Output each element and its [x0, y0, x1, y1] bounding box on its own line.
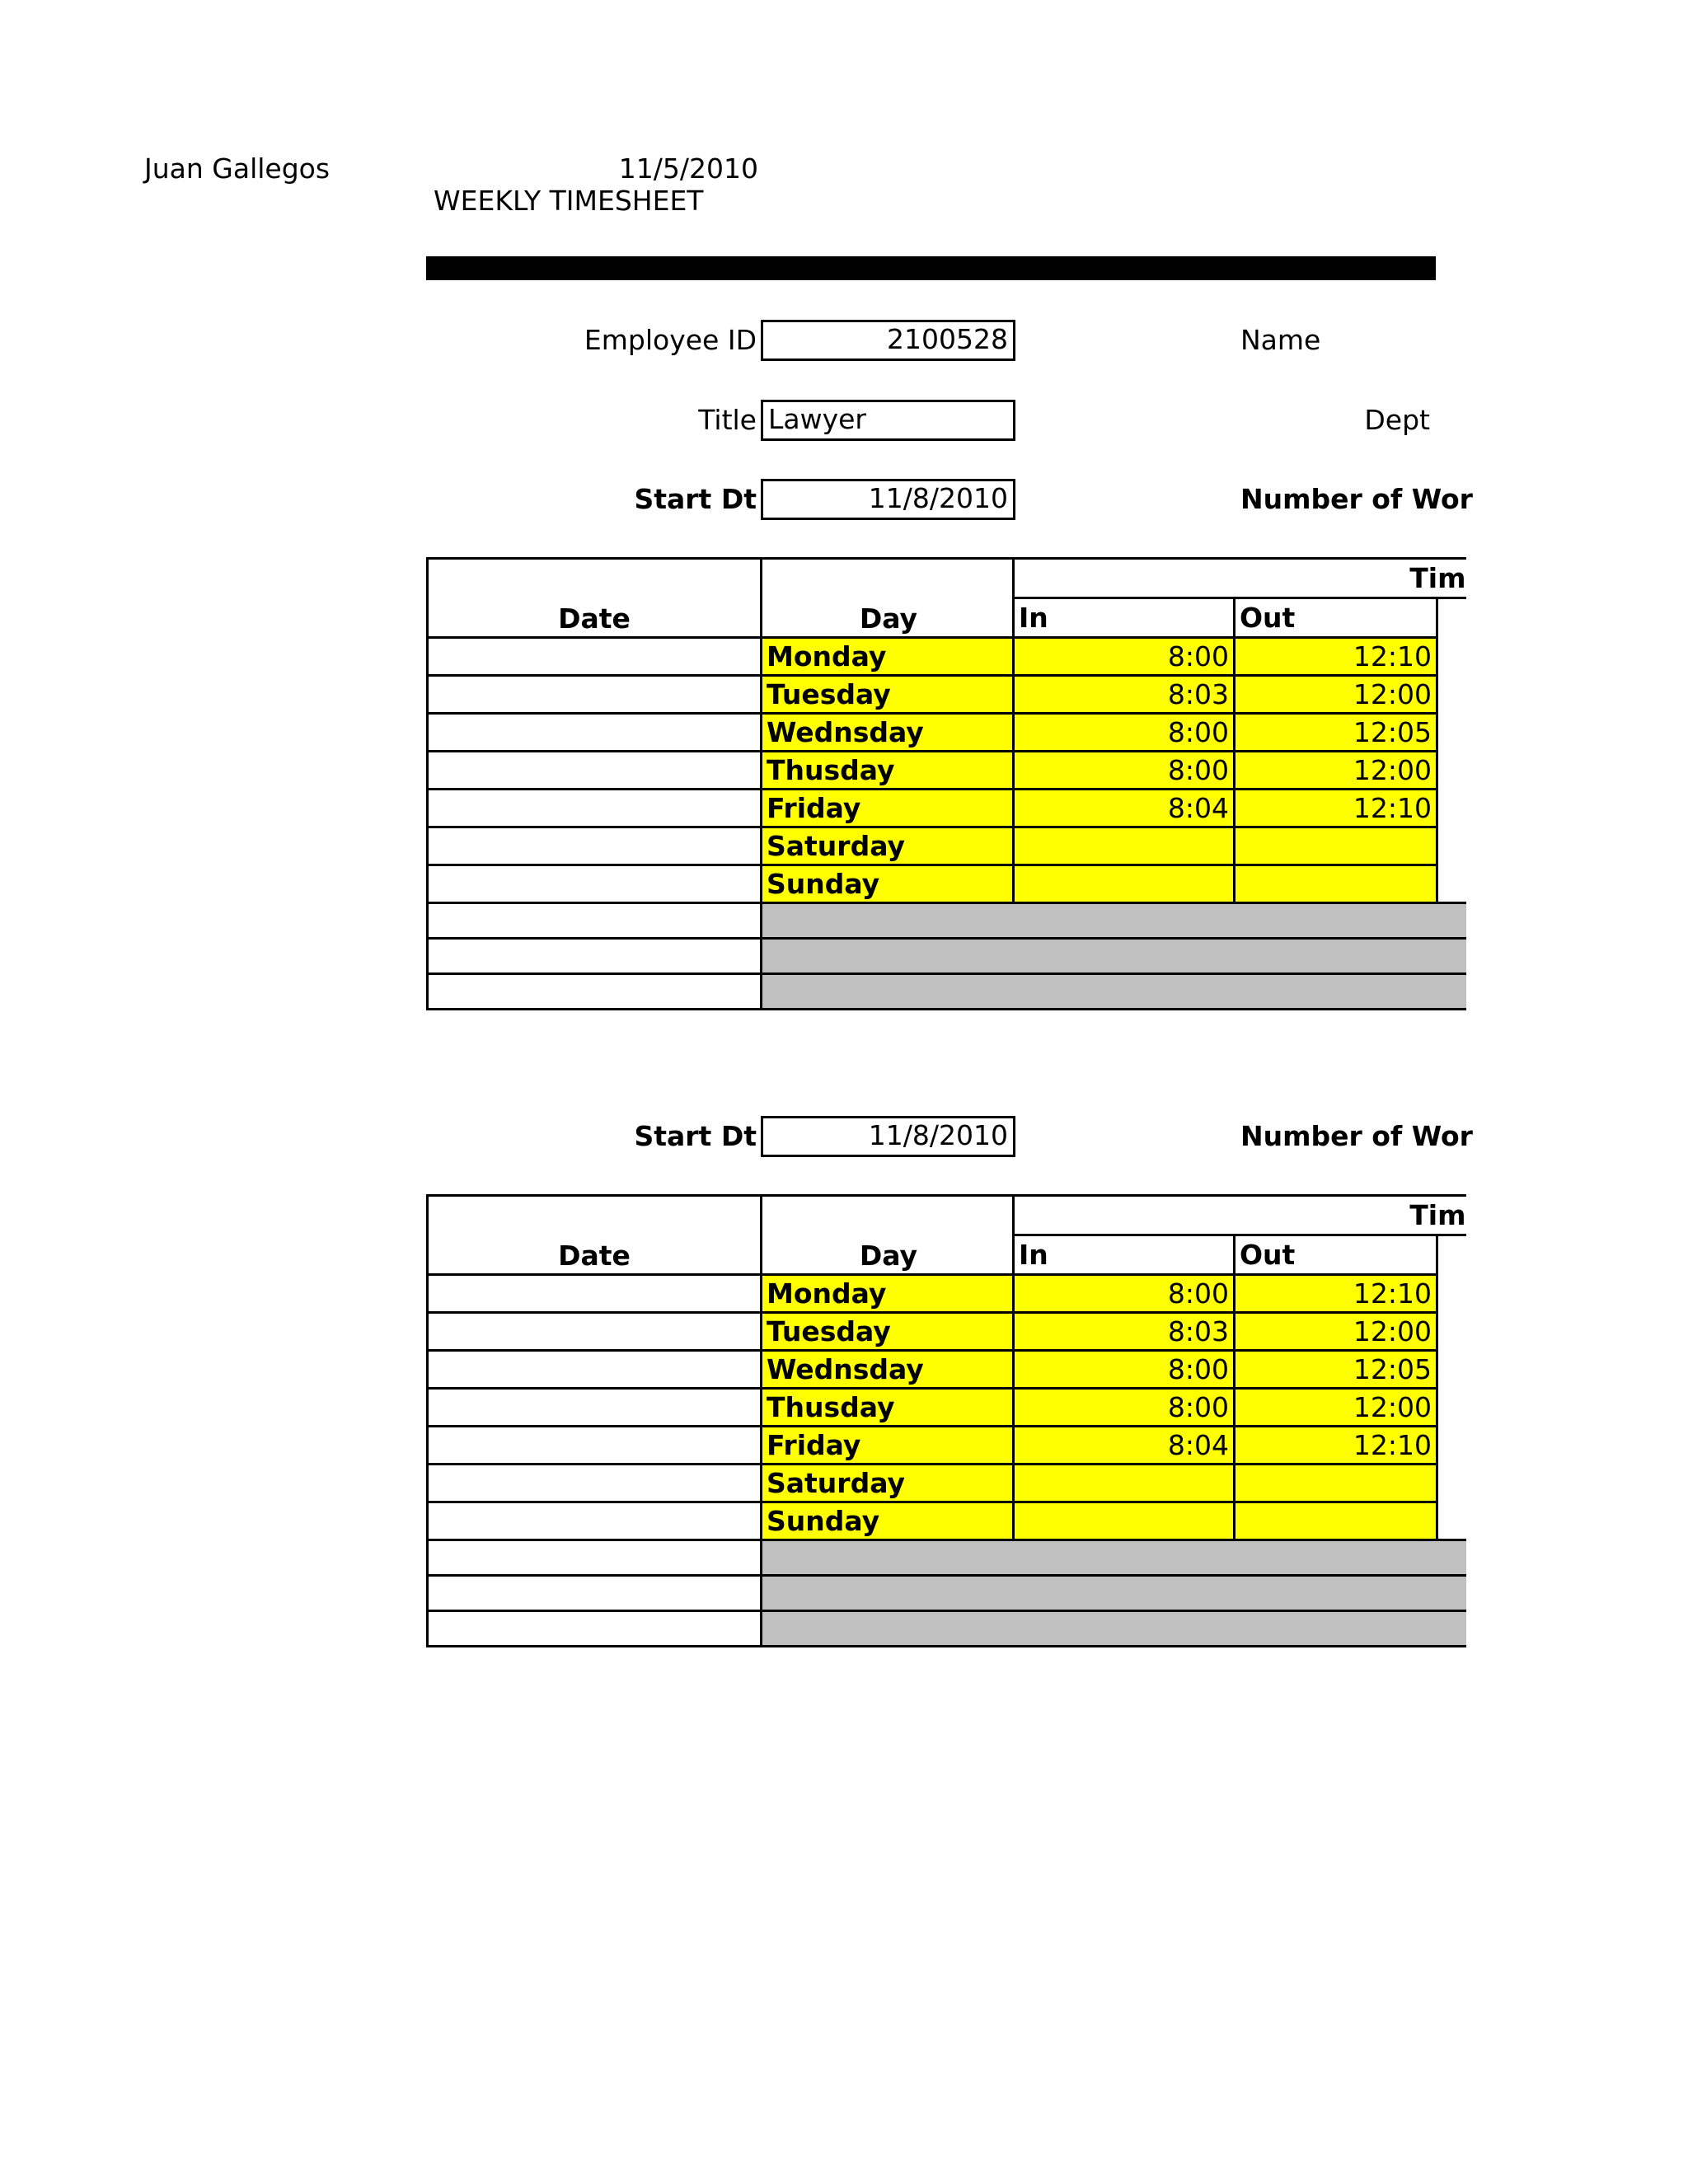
day-cell: Friday — [762, 1427, 1014, 1465]
table-row — [428, 790, 1466, 827]
day-cell: Saturday — [762, 1465, 1014, 1502]
date-cell[interactable] — [428, 752, 762, 790]
table-row — [428, 1389, 1466, 1427]
time-out-cell[interactable]: 12:00 — [1235, 1313, 1437, 1351]
time-out-cell[interactable] — [1235, 1465, 1437, 1502]
time-in-cell[interactable] — [1014, 1502, 1235, 1540]
table-row — [428, 752, 1466, 790]
date-cell[interactable] — [428, 1351, 762, 1389]
time-in-cell[interactable] — [1014, 1465, 1235, 1502]
day-cell: Friday — [762, 790, 1014, 827]
timesheet-table-week-2 — [426, 1194, 1466, 1647]
dept-label: Dept — [1364, 404, 1430, 436]
time-in-cell[interactable]: 8:00 — [1014, 1389, 1235, 1427]
gray-cell — [762, 1611, 1466, 1647]
date-cell[interactable] — [428, 1611, 762, 1647]
gray-cell — [762, 1540, 1466, 1576]
time-out-cell[interactable]: 12:00 — [1235, 752, 1437, 790]
table-row-blank — [428, 1576, 1466, 1611]
table-row-blank — [428, 1540, 1466, 1576]
date-cell[interactable] — [428, 827, 762, 865]
time-in-cell[interactable]: 8:00 — [1014, 714, 1235, 752]
day-cell: Monday — [762, 638, 1014, 676]
day-cell: Wednsday — [762, 1351, 1014, 1389]
date-cell[interactable] — [428, 714, 762, 752]
time-out-cell[interactable] — [1235, 865, 1437, 903]
row-spacer — [1437, 827, 1466, 865]
time-out-cell[interactable]: 12:10 — [1235, 638, 1437, 676]
number-of-workdays-label: Number of Wor — [1240, 1120, 1473, 1152]
column-header-day: Day — [762, 1196, 1014, 1275]
table-row-blank — [428, 903, 1466, 939]
time-in-cell[interactable]: 8:04 — [1014, 1427, 1235, 1465]
column-header-time-group — [1014, 559, 1466, 598]
start-date-label: Start Dt — [634, 1120, 757, 1152]
table-row — [428, 714, 1466, 752]
gray-cell — [762, 1576, 1466, 1611]
gray-cell — [762, 974, 1466, 1010]
column-header-date: Date — [428, 1196, 762, 1275]
start-date-field[interactable]: 11/8/2010 — [761, 1116, 1015, 1157]
date-cell[interactable] — [428, 1576, 762, 1611]
time-in-cell[interactable] — [1014, 827, 1235, 865]
time-out-cell[interactable]: 12:00 — [1235, 676, 1437, 714]
row-spacer — [1437, 676, 1466, 714]
table-row — [428, 1427, 1466, 1465]
time-group-label: Tim — [1409, 1199, 1466, 1231]
day-cell: Saturday — [762, 827, 1014, 865]
time-group-label: Tim — [1409, 562, 1466, 594]
column-header-in: In — [1014, 1235, 1235, 1275]
column-header-in: In — [1014, 598, 1235, 638]
time-in-cell[interactable]: 8:00 — [1014, 638, 1235, 676]
table-row-blank — [428, 974, 1466, 1010]
table-row — [428, 865, 1466, 903]
header-bar — [426, 256, 1436, 280]
time-in-cell[interactable]: 8:00 — [1014, 1275, 1235, 1313]
day-cell: Tuesday — [762, 676, 1014, 714]
employee-id-label: Employee ID — [584, 324, 757, 356]
time-out-cell[interactable] — [1235, 827, 1437, 865]
time-out-cell[interactable]: 12:00 — [1235, 1389, 1437, 1427]
row-spacer — [1437, 1389, 1466, 1427]
time-out-cell[interactable] — [1235, 1502, 1437, 1540]
date-cell[interactable] — [428, 939, 762, 974]
row-spacer — [1437, 865, 1466, 903]
day-cell: Thusday — [762, 752, 1014, 790]
date-cell[interactable] — [428, 1502, 762, 1540]
row-spacer — [1437, 1351, 1466, 1389]
table-row — [428, 827, 1466, 865]
start-date-label: Start Dt — [634, 483, 757, 515]
time-out-cell[interactable]: 12:05 — [1235, 1351, 1437, 1389]
date-cell[interactable] — [428, 1427, 762, 1465]
day-cell: Thusday — [762, 1389, 1014, 1427]
number-of-workdays-label: Number of Wor — [1240, 483, 1473, 515]
day-cell: Sunday — [762, 865, 1014, 903]
time-in-cell[interactable]: 8:03 — [1014, 676, 1235, 714]
page-title: WEEKLY TIMESHEET — [434, 185, 704, 217]
timesheet-table-week-1 — [426, 557, 1466, 1010]
time-in-cell[interactable]: 8:03 — [1014, 1313, 1235, 1351]
name-label: Name — [1240, 324, 1321, 356]
row-spacer — [1437, 1502, 1466, 1540]
table-row-blank — [428, 1611, 1466, 1647]
time-in-cell[interactable]: 8:04 — [1014, 790, 1235, 827]
day-cell: Sunday — [762, 1502, 1014, 1540]
row-spacer — [1437, 1427, 1466, 1465]
gray-cell — [762, 939, 1466, 974]
day-cell: Wednsday — [762, 714, 1014, 752]
start-date-field[interactable]: 11/8/2010 — [761, 479, 1015, 520]
table-row — [428, 676, 1466, 714]
table-row — [428, 1313, 1466, 1351]
time-out-cell[interactable]: 12:10 — [1235, 1275, 1437, 1313]
date-cell[interactable] — [428, 676, 762, 714]
date-cell[interactable] — [428, 638, 762, 676]
day-cell: Monday — [762, 1275, 1014, 1313]
time-in-cell[interactable]: 8:00 — [1014, 752, 1235, 790]
table-row — [428, 1275, 1466, 1313]
row-spacer — [1437, 1313, 1466, 1351]
row-spacer — [1437, 752, 1466, 790]
header-spacer — [1437, 1235, 1466, 1275]
time-out-cell[interactable]: 12:10 — [1235, 1427, 1437, 1465]
time-out-cell[interactable]: 12:05 — [1235, 714, 1437, 752]
table-row — [428, 1351, 1466, 1389]
row-spacer — [1437, 790, 1466, 827]
row-spacer — [1437, 1465, 1466, 1502]
gray-cell — [762, 903, 1466, 939]
column-header-out: Out — [1235, 1235, 1437, 1275]
time-in-cell[interactable] — [1014, 865, 1235, 903]
table-row-blank — [428, 939, 1466, 974]
row-spacer — [1437, 638, 1466, 676]
date-cell[interactable] — [428, 903, 762, 939]
column-header-time-group — [1014, 1196, 1466, 1235]
date-cell[interactable] — [428, 1275, 762, 1313]
table-row — [428, 1502, 1466, 1540]
date-cell[interactable] — [428, 1313, 762, 1351]
table-row — [428, 638, 1466, 676]
time-in-cell[interactable]: 8:00 — [1014, 1351, 1235, 1389]
column-header-day: Day — [762, 559, 1014, 638]
author-name: Juan Gallegos — [144, 152, 331, 185]
date-cell[interactable] — [428, 1465, 762, 1502]
column-header-out: Out — [1235, 598, 1437, 638]
table-row — [428, 1465, 1466, 1502]
title-label: Title — [698, 404, 757, 436]
date-cell[interactable] — [428, 790, 762, 827]
header-spacer — [1437, 598, 1466, 638]
time-out-cell[interactable]: 12:10 — [1235, 790, 1437, 827]
row-spacer — [1437, 1275, 1466, 1313]
date-cell[interactable] — [428, 974, 762, 1010]
column-header-date: Date — [428, 559, 762, 638]
date-cell[interactable] — [428, 865, 762, 903]
employee-id-field[interactable]: 2100528 — [761, 320, 1015, 361]
row-spacer — [1437, 714, 1466, 752]
header-date: 11/5/2010 — [618, 152, 758, 185]
date-cell[interactable] — [428, 1540, 762, 1576]
title-field[interactable]: Lawyer — [761, 400, 1015, 441]
day-cell: Tuesday — [762, 1313, 1014, 1351]
date-cell[interactable] — [428, 1389, 762, 1427]
